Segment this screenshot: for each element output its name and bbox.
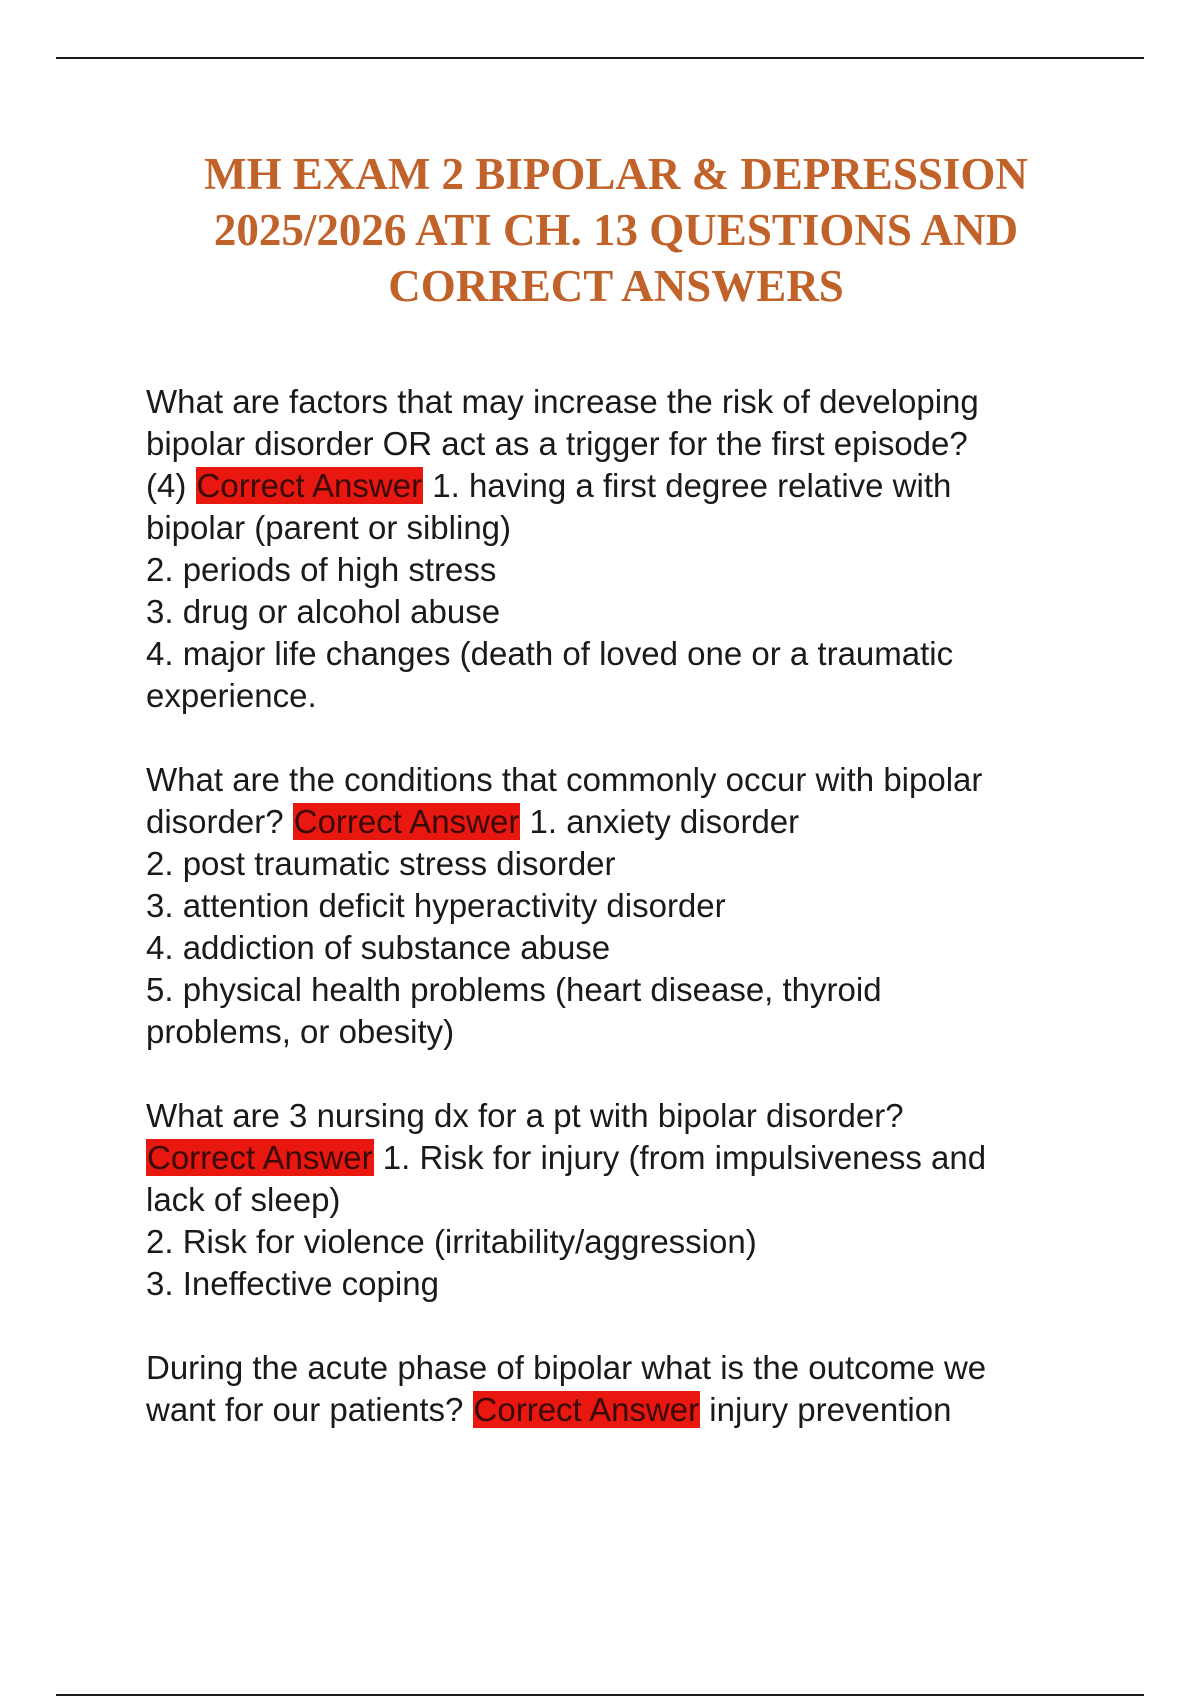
- question-tail: (4): [146, 467, 187, 504]
- question-line: What are the conditions that commonly occur with bipolar: [146, 761, 983, 798]
- answer-line: 4. addiction of substance abuse: [146, 929, 611, 966]
- qa-item: [146, 1095, 1086, 1305]
- answer-line: problems, or obesity): [146, 1013, 455, 1050]
- answer-text: 1. anxiety disorder: [529, 803, 800, 840]
- correct-answer-marker: Correct Answer: [473, 1391, 700, 1428]
- document-title: [120, 146, 1112, 314]
- answer-line: experience.: [146, 677, 317, 714]
- answer-line: 5. physical health problems (heart disease, thyroid: [146, 971, 882, 1008]
- qa-item: [146, 759, 1086, 1053]
- question-line: What are factors that may increase the risk of developing: [146, 383, 979, 420]
- correct-answer-marker: Correct Answer: [293, 803, 520, 840]
- question-tail: want for our patients?: [146, 1391, 464, 1428]
- qa-list: [146, 381, 1086, 1473]
- answer-line: 3. drug or alcohol abuse: [146, 593, 501, 630]
- title-line: 2025/2026 ATI CH. 13 QUESTIONS AND: [213, 205, 1019, 255]
- answer-text: 1. having a first degree relative with: [432, 467, 952, 504]
- answer-line: 3. attention deficit hyperactivity disorder: [146, 887, 726, 924]
- question-line: During the acute phase of bipolar what is the outcome we: [146, 1349, 987, 1386]
- top-rule: [56, 57, 1144, 59]
- answer-text: 1. Risk for injury (from impulsiveness and: [382, 1139, 987, 1176]
- answer-line: lack of sleep): [146, 1181, 341, 1218]
- question-line: bipolar disorder OR act as a trigger for the first episode?: [146, 425, 968, 462]
- answer-line: 2. periods of high stress: [146, 551, 497, 588]
- qa-item: [146, 381, 1086, 717]
- question-tail: disorder?: [146, 803, 284, 840]
- question-line: What are 3 nursing dx for a pt with bipolar disorder?: [146, 1097, 904, 1134]
- correct-answer-marker: Correct Answer: [147, 1139, 373, 1176]
- title-line: CORRECT ANSWERS: [388, 261, 844, 311]
- title-line: MH EXAM 2 BIPOLAR & DEPRESSION: [204, 149, 1028, 199]
- question-answer-line: [146, 1137, 1086, 1179]
- answer-text: injury prevention: [709, 1391, 952, 1428]
- qa-item: [146, 1347, 1086, 1431]
- answer-line: 2. post traumatic stress disorder: [146, 845, 616, 882]
- answer-line: 2. Risk for violence (irritability/aggression): [146, 1223, 757, 1260]
- correct-answer-marker: Correct Answer: [196, 467, 423, 504]
- question-answer-line: [146, 465, 1086, 507]
- answer-line: 3. Ineffective coping: [146, 1265, 439, 1302]
- question-answer-line: [146, 1389, 1086, 1431]
- bottom-rule: [56, 1694, 1144, 1696]
- answer-line: bipolar (parent or sibling): [146, 509, 512, 546]
- answer-line: 4. major life changes (death of loved one or a traumatic: [146, 635, 954, 672]
- question-answer-line: [146, 801, 1086, 843]
